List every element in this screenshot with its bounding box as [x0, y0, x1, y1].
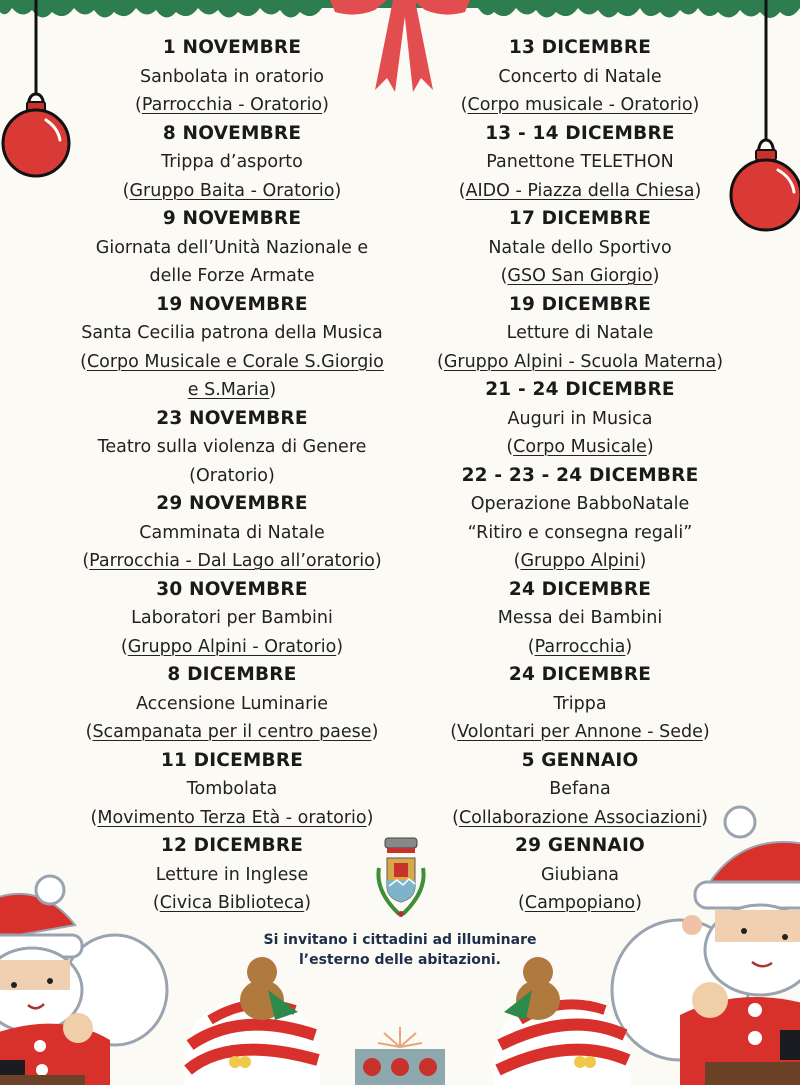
- event-item: [42, 747, 422, 833]
- event-item: [390, 462, 770, 576]
- event-organizer: e S.Maria): [187, 380, 277, 400]
- gift-box-icon: [350, 1025, 450, 1085]
- event-item: [42, 205, 422, 291]
- event-date: 8 DICEMBRE: [167, 664, 297, 685]
- event-date: 22 - 23 - 24 DICEMBRE: [461, 464, 699, 486]
- event-item: [390, 205, 770, 291]
- invitation-line-1: Si invitano i cittadini ad illuminare: [263, 932, 537, 948]
- event-item: [390, 376, 770, 462]
- event-date: 1 NOVEMBRE: [162, 37, 302, 58]
- event-item: [390, 120, 770, 206]
- event-organizer: (Scampanata per il centro paese): [85, 722, 379, 742]
- event-title: Befana: [549, 779, 611, 799]
- event-date: 19 NOVEMBRE: [156, 293, 308, 315]
- invitation-line-2: l’esterno delle abitazioni.: [298, 952, 502, 968]
- event-date: 29 NOVEMBRE: [156, 493, 308, 514]
- event-title: Teatro sulla violenza di Genere: [97, 437, 367, 457]
- event-organizer: (Corpo musicale - Oratorio): [460, 95, 700, 115]
- event-title: Sanbolata in oratorio: [140, 66, 324, 87]
- event-title: Auguri in Musica: [507, 408, 653, 429]
- event-organizer: (GSO San Giorgio): [500, 266, 660, 286]
- event-title: Giornata dell’Unità Nazionale e: [95, 237, 369, 258]
- events-column-left: [42, 34, 422, 918]
- event-item: [42, 34, 422, 120]
- event-organizer: (Parrocchia - Dal Lago all’oratorio): [82, 551, 382, 571]
- event-title: Camminata di Natale: [139, 522, 325, 543]
- event-title: Tombolata: [186, 779, 278, 799]
- event-organizer: (Corpo Musicale): [506, 437, 654, 457]
- event-organizer: (Movimento Terza Età - oratorio): [90, 807, 374, 828]
- event-title: (Oratorio): [189, 465, 275, 486]
- event-item: [42, 490, 422, 576]
- event-organizer: (AIDO - Piazza della Chiesa): [458, 180, 702, 201]
- event-title: Trippa: [553, 693, 607, 714]
- event-item: [42, 120, 422, 206]
- event-organizer: (Collaborazione Associazioni): [452, 807, 708, 828]
- event-title: Letture di Natale: [506, 323, 654, 343]
- event-title: Letture in Inglese: [155, 864, 309, 885]
- event-date: 24 DICEMBRE: [508, 664, 652, 685]
- event-date: 23 NOVEMBRE: [156, 407, 308, 429]
- event-date: 30 NOVEMBRE: [156, 578, 308, 600]
- event-item: [390, 661, 770, 747]
- event-title: Concerto di Natale: [498, 66, 662, 87]
- event-date: 19 DICEMBRE: [508, 293, 652, 315]
- event-item: [390, 34, 770, 120]
- event-organizer: (Gruppo Alpini): [513, 551, 647, 571]
- event-title: Natale dello Sportivo: [488, 237, 672, 258]
- event-organizer: (Gruppo Alpini - Oratorio): [120, 636, 344, 657]
- event-organizer: (Corpo Musicale e Corale S.Giorgio: [80, 351, 384, 372]
- event-date: 29 GENNAIO: [515, 835, 645, 856]
- event-title: Messa dei Bambini: [497, 608, 663, 628]
- municipal-crest-icon: [365, 836, 437, 931]
- event-organizer: (Volontari per Annone - Sede): [450, 722, 710, 742]
- event-item: [390, 291, 770, 377]
- event-date: 11 DICEMBRE: [160, 749, 304, 771]
- event-organizer: (Parrocchia - Oratorio): [135, 95, 329, 115]
- event-date: 12 DICEMBRE: [160, 835, 304, 856]
- event-title: Operazione BabboNatale: [470, 494, 690, 514]
- event-date: 24 DICEMBRE: [508, 578, 652, 600]
- event-title: Panettone TELETHON: [486, 152, 674, 172]
- event-organizer: (Gruppo Alpini - Scuola Materna): [436, 351, 724, 372]
- event-title: Santa Cecilia patrona della Musica: [81, 323, 383, 343]
- event-title: Laboratori per Bambini: [131, 608, 333, 628]
- event-date: 21 - 24 DICEMBRE: [485, 379, 675, 400]
- event-organizer: (Parrocchia): [527, 636, 633, 657]
- event-item: [42, 291, 422, 405]
- event-title: delle Forze Armate: [149, 266, 315, 286]
- event-date: 8 NOVEMBRE: [162, 122, 302, 144]
- event-date: 13 - 14 DICEMBRE: [485, 122, 675, 144]
- event-organizer: (Civica Biblioteca): [152, 893, 312, 913]
- event-title: Trippa d’asporto: [161, 152, 303, 172]
- event-title: Giubiana: [540, 864, 620, 885]
- gingerbread-cake-right-icon: [490, 950, 640, 1085]
- event-title: Accensione Luminarie: [136, 693, 328, 714]
- santa-left-icon: [0, 860, 170, 1085]
- event-date: 9 NOVEMBRE: [162, 208, 302, 229]
- events-column-right: [390, 34, 770, 918]
- event-date: 5 GENNAIO: [521, 749, 639, 771]
- event-date: 17 DICEMBRE: [508, 208, 652, 229]
- event-item: [390, 576, 770, 662]
- event-item: [42, 661, 422, 747]
- event-title: “Ritiro e consegna regali”: [467, 522, 693, 543]
- event-organizer: (Campopiano): [518, 893, 642, 913]
- event-organizer: (Gruppo Baita - Oratorio): [122, 180, 342, 201]
- event-item: [42, 405, 422, 491]
- event-date: 13 DICEMBRE: [508, 37, 652, 58]
- gingerbread-cake-left-icon: [180, 950, 330, 1085]
- event-item: [42, 576, 422, 662]
